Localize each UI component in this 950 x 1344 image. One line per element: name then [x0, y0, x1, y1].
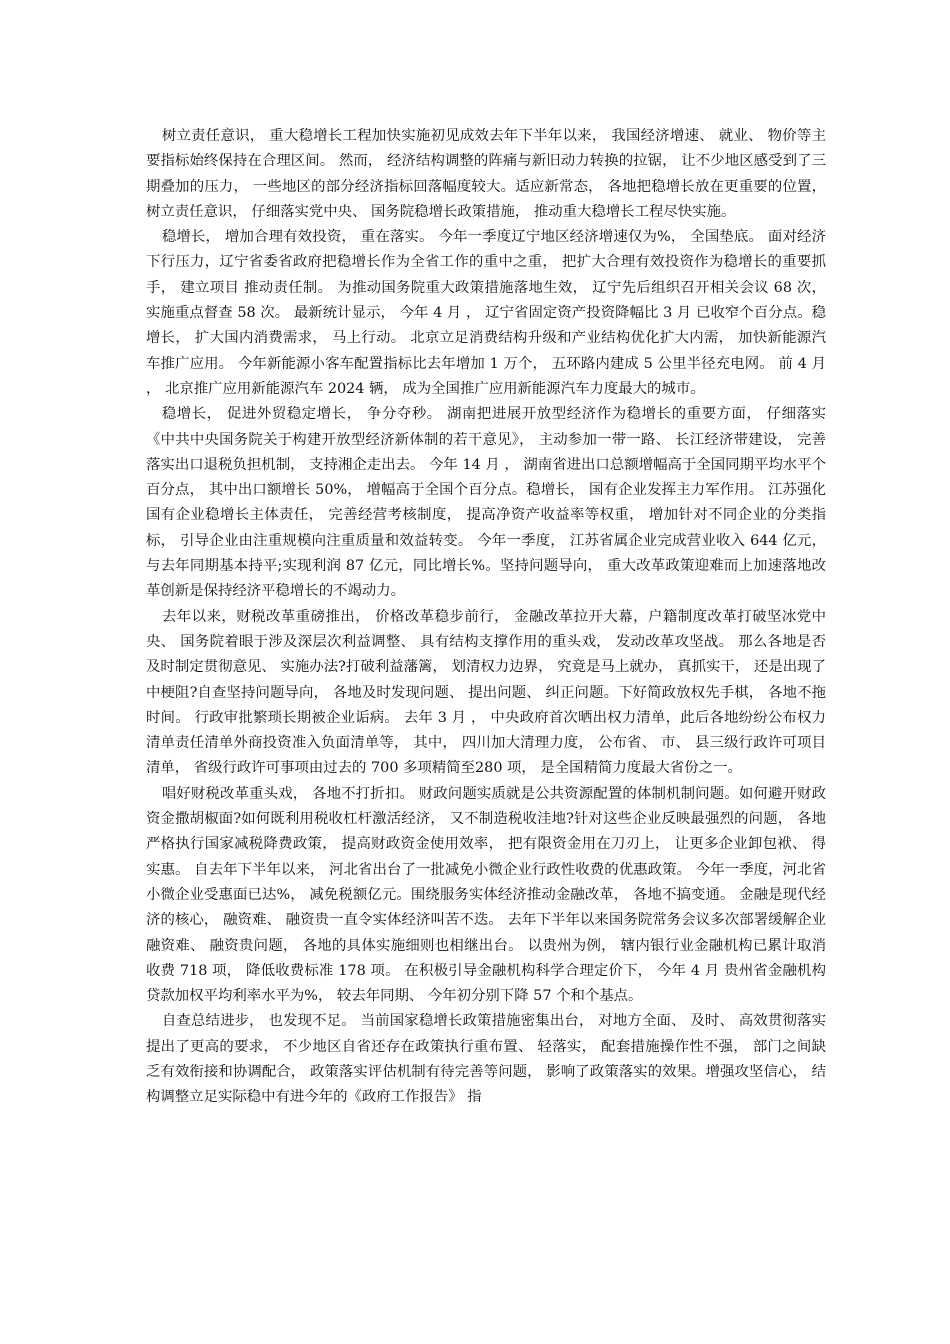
paragraph-6: 自查总结进步， 也发现不足。 当前国家稳增长政策措施密集出台， 对地方全面、 及时、 高效贯彻落实提出了更高的要求， 不少地区自省还存在政策执行重布置、 轻落实， 配套措施操作性不强， 部门之间缺乏有效衔接和协调配合， 政策落实评估机制有待完善等问题， 影响了政策落实的效果。增强攻坚信心， 结构调整立足实际稳中有进今年的《政府工作报告》 指 — [146, 1013, 826, 1106]
paragraph-4: 去年以来，财税改革重磅推出， 价格改革稳步前行， 金融改革拉开大幕，户籍制度改革打破坚冰党中央、 国务院着眼于涉及深层次利益调整、 具有结构支撑作用的重头戏， 发动改革攻坚战。 那么各地是否及时制定贯彻意见、 实施办法?打破利益藩篱， 划清权力边界， 究竟是马上就办， 真抓实干， 还是出现了中梗阻?自查坚持问题导向， 各地及时发现问题、 提出问题、 纠正问题。下好简政放权先手棋， 各地不拖时间。 行政审批繁琐长期被企业诟病。 去年 3 月 ， 中央政府首次晒出权力清单，此后各地纷纷公布权力清单责任清单外商投资准入负面清单等， 其中， 四川加大清理力度， 公布省、 市、 县三级行政许可项目清单， 省级行政许可事项由过去的 700 多项精简至280 项， 是全国精简力度最大省份之一。 — [146, 608, 826, 777]
paragraph-2: 稳增长， 增加合理有效投资， 重在落实。 今年一季度辽宁地区经济增速仅为%， 全国垫底。 面对经济下行压力，辽宁省委省政府把稳增长作为全省工作的重中之重， 把扩大合理有效投资作为稳增长的重要抓手， 建立项目 推动责任制。 为推动国务院重大政策措施落地生效， 辽宁先后组织召开相关会议 68 次， 实施重点督查 58 次。 最新统计显示， 今年 4 月 ， 辽宁省固定资产投资降幅比 3 月 已收窄个百分点。稳增长， 扩大国内消费需求， 马上行动。 北京立足消费结构升级和产业结构优化扩大内需， 加快新能源汽车推广应用。 今年新能源小客车配置指标比去年增加 1 万个， 五环路内建成 5 公里半径充电网。 前 4 月 ， 北京推广应用新能源汽车 2024 辆， 成为全国推广应用新能源汽车力度最大的城市。 — [146, 229, 826, 397]
document-body — [146, 124, 826, 1111]
paragraph-1: 树立责任意识， 重大稳增长工程加快实施初见成效去年下半年以来， 我国经济增速、 就业、 物价等主要指标始终保持在合理区间。 然而， 经济结构调整的阵痛与新旧动力转换的拉锯， 让不少地区感受到了三期叠加的压力， 一些地区的部分经济指标回落幅度较大。适应新常态， 各地把稳增长放在更重要的位置， 树立责任意识， 仔细落实党中央、 国务院稳增长政策措施， 推动重大稳增长工程尽快实施。 — [146, 128, 826, 220]
paragraph-5: 唱好财税改革重头戏， 各地不打折扣。 财政问题实质就是公共资源配置的体制机制问题。如何避开财政资金撒胡椒面?如何既利用税收杠杆激活经济， 又不制造税收洼地?针对这些企业反映最强烈的问题， 各地严格执行国家减税降费政策， 提高财政资金使用效率， 把有限资金用在刀刃上， 让更多企业卸包袱、 得实惠。 自去年下半年以来， 河北省出台了一批减免小微企业行政性收费的优惠政策。 今年一季度，河北省小微企业受惠面已达%， 减免税额亿元。围绕服务实体经济推动金融改革， 各地不搞变通。 金融是现代经济的核心， 融资难、 融资贵一直令实体经济叫苦不迭。 去年下半年以来国务院常务会议多次部署缓解企业融资难、 融资贵问题， 各地的具体实施细则也相继出台。 以贵州为例， 辖内银行业金融机构已累计取消收费 718 项， 降低收费标准 178 项。 在积极引导金融机构科学合理定价下， 今年 4 月 贵州省金融机构贷款加权平均利率水平为%， 较去年同期、 今年初分别下降 57 个和个基点。 — [146, 785, 826, 1005]
paragraph-3: 稳增长， 促进外贸稳定增长， 争分夺秒。 湖南把进展开放型经济作为稳增长的重要方面， 仔细落实《中共中央国务院关于构建开放型经济新体制的若干意见》， 主动参加一带一路、 长江经济带建设， 完善落实出口退税负担机制， 支持湘企走出去。 今年 14 月 ， 湖南省进出口总额增幅高于全国同期平均水平个百分点， 其中出口额增长 50%， 增幅高于全国个百分点。稳增长， 国有企业发挥主力军作用。 江苏强化国有企业稳增长主体责任， 完善经营考核制度， 提高净资产收益率等权重， 增加针对不同企业的分类指标， 引导企业由注重规模向注重质量和效益转变。 今年一季度， 江苏省属企业完成营业收入 644 亿元， 与去年同期基本持平;实现利润 87 亿元，同比增长%。坚持问题导向， 重大改革政策迎难而上加速落地改革创新是保持经济平稳增长的不竭动力。 — [146, 406, 826, 600]
